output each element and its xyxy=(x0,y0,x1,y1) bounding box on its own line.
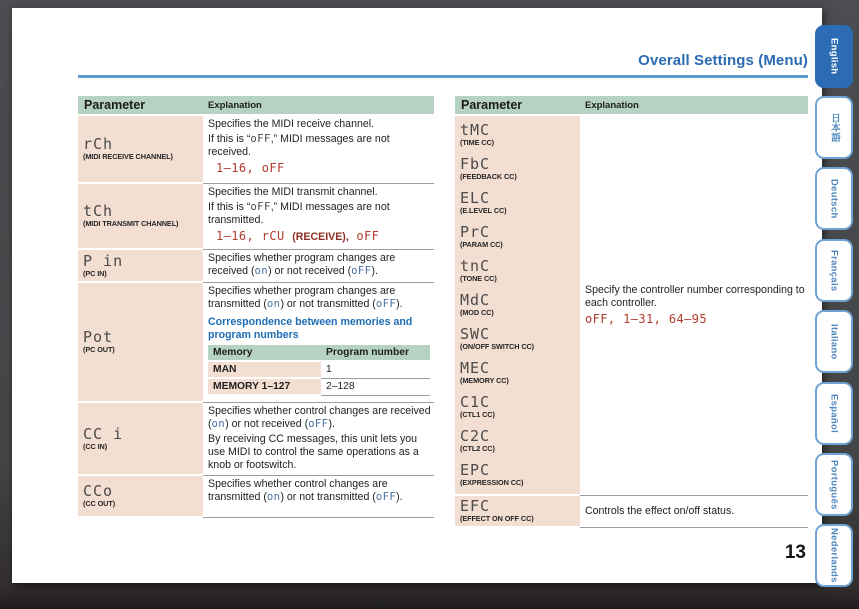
parameter-cell xyxy=(78,476,203,518)
explanation-cell xyxy=(580,116,808,496)
parameter-cell xyxy=(460,118,580,152)
parameter-display: C1C xyxy=(460,393,491,411)
subtable-row xyxy=(208,379,430,396)
parameter-display: rCh xyxy=(83,135,114,153)
parameter-header: Parameter xyxy=(84,98,146,112)
explanation-cell xyxy=(203,476,434,518)
page-number: 13 xyxy=(784,542,806,563)
tab-nederlands[interactable]: Nederlands xyxy=(815,524,853,587)
subtable-header-row xyxy=(208,345,430,362)
explanation-text: By receiving CC messages, this unit lets you use MIDI to control the same operations as a knob or footswitch. xyxy=(208,433,419,471)
parameter-cell xyxy=(460,390,580,424)
explanation-cell xyxy=(203,283,434,403)
explanation-header: Explanation xyxy=(208,100,262,111)
value-range: 1–16, rCU (RECEIVE), oFF xyxy=(216,229,380,243)
parameter-cell xyxy=(455,496,580,528)
parameter-display: EPC xyxy=(460,461,491,479)
parameter-display: P in xyxy=(83,251,124,270)
parameter-name: (E.LEVEL CC) xyxy=(460,206,507,215)
table-row xyxy=(78,116,434,184)
parameter-name: (EFFECT ON OFF CC) xyxy=(460,514,534,523)
parameter-cell xyxy=(460,458,580,492)
parameter-cell xyxy=(78,250,203,283)
title-rule xyxy=(78,75,808,78)
parameter-display: CC i xyxy=(83,424,124,443)
table-row xyxy=(455,496,808,528)
parameter-name: (TIME CC) xyxy=(460,138,494,147)
explanation-text: Controls the effect on/off status. xyxy=(585,504,735,517)
explanation-cell xyxy=(203,184,434,250)
program-number-value: 2–128 xyxy=(321,379,430,396)
parameter-name: (MOD CC) xyxy=(460,308,494,317)
explanation-text: If this is “oFF,” MIDI messages are not transmitted. xyxy=(208,201,390,226)
parameter-name: (CC OUT) xyxy=(83,499,116,508)
explanation-text: Specifies the MIDI transmit channel. xyxy=(208,186,378,198)
content-columns xyxy=(78,96,808,528)
parameter-name: (MEMORY CC) xyxy=(460,376,509,385)
parameter-header: Parameter xyxy=(461,98,523,112)
subtable-row xyxy=(208,362,430,379)
table-row xyxy=(78,283,434,403)
value-range: 1–16, oFF xyxy=(216,161,285,175)
explanation-header: Explanation xyxy=(585,100,639,111)
correspondence-heading: Correspondence between memories and program numbers xyxy=(208,316,413,341)
parameter-display: EFC xyxy=(460,497,491,515)
parameter-name: (ON/OFF SWITCH CC) xyxy=(460,342,534,351)
parameter-group-column xyxy=(455,116,580,496)
parameter-name: (PC OUT) xyxy=(83,345,115,354)
controller-cc-table xyxy=(455,96,808,528)
midi-settings-table xyxy=(78,96,434,518)
explanation-cell xyxy=(203,250,434,283)
parameter-display: MdC xyxy=(460,291,491,309)
page-title: Overall Settings (Menu) xyxy=(638,52,808,69)
memory-value: MEMORY 1–127 xyxy=(208,379,321,396)
explanation-cell xyxy=(203,116,434,184)
explanation-text: Specify the controller number corresponding to each controller. xyxy=(585,283,805,309)
table-header-row xyxy=(455,96,808,116)
parameter-display: tMC xyxy=(460,121,491,139)
parameter-display: ELC xyxy=(460,189,491,207)
parameter-name: (TONE CC) xyxy=(460,274,497,283)
parameter-name: (PC IN) xyxy=(83,268,107,278)
explanation-text: Specifies whether control changes are received (on) or not received (oFF). xyxy=(208,405,431,430)
explanation-text: Specifies whether control changes are transmitted (on) or not transmitted (oFF). xyxy=(208,478,403,503)
memory-program-table xyxy=(208,345,430,396)
parameter-name: (CTL2 CC) xyxy=(460,444,495,453)
parameter-display: PrC xyxy=(460,223,491,241)
tab-espanol[interactable]: Español xyxy=(815,382,853,445)
parameter-display: C2C xyxy=(460,427,491,445)
tab-portugues[interactable]: Português xyxy=(815,453,853,516)
parameter-name: (CTL1 CC) xyxy=(460,410,495,419)
table-row xyxy=(78,403,434,476)
parameter-cell xyxy=(78,283,203,403)
tab-francais[interactable]: Français xyxy=(815,239,853,302)
parameter-cell xyxy=(460,322,580,356)
value-range: oFF, 1–31, 64–95 xyxy=(585,311,707,326)
explanation-text: Specifies whether program changes are transmitted (on) or not transmitted (oFF). xyxy=(208,285,403,310)
parameter-display: CCo xyxy=(83,482,114,500)
parameter-display: MEC xyxy=(460,359,491,377)
parameter-cell xyxy=(460,356,580,390)
memory-value: MAN xyxy=(208,362,321,379)
parameter-cell xyxy=(460,152,580,186)
parameter-display: Pot xyxy=(83,328,114,346)
parameter-display: tnC xyxy=(460,257,491,275)
table-header-row xyxy=(78,96,434,116)
program-number-header: Program number xyxy=(326,347,409,358)
parameter-cell xyxy=(78,116,203,184)
tab-english[interactable]: English xyxy=(815,25,853,88)
grouped-table-row xyxy=(455,116,808,496)
explanation-cell xyxy=(203,403,434,476)
table-row xyxy=(78,250,434,283)
parameter-cell xyxy=(460,254,580,288)
parameter-name: (CC IN) xyxy=(83,441,108,451)
parameter-cell xyxy=(460,186,580,220)
parameter-display: SWC xyxy=(460,325,491,343)
tab-japanese[interactable]: 日本語 xyxy=(815,96,853,159)
parameter-cell xyxy=(78,184,203,250)
parameter-name: (PARAM CC) xyxy=(460,240,503,249)
memory-header: Memory xyxy=(213,347,253,358)
explanation-text: Specifies whether program changes are received (on) or not received (oFF). xyxy=(208,252,396,277)
parameter-display: FbC xyxy=(460,155,491,173)
parameter-cell xyxy=(460,220,580,254)
program-number-value: 1 xyxy=(321,362,430,379)
parameter-name: (MIDI RECEIVE CHANNEL) xyxy=(83,152,173,161)
manual-page xyxy=(12,8,822,583)
parameter-name: (MIDI TRANSMIT CHANNEL) xyxy=(83,219,179,228)
parameter-name: (FEEDBACK CC) xyxy=(460,172,517,181)
parameter-cell xyxy=(78,403,203,476)
table-row xyxy=(78,476,434,518)
tab-deutsch[interactable]: Deutsch xyxy=(815,167,853,230)
tab-italiano[interactable]: Italiano xyxy=(815,310,853,373)
explanation-cell xyxy=(580,496,808,528)
parameter-cell xyxy=(460,288,580,322)
table-row xyxy=(78,184,434,250)
parameter-display: tCh xyxy=(83,202,114,220)
parameter-cell xyxy=(460,424,580,458)
explanation-text: Specifies the MIDI receive channel. xyxy=(208,118,375,130)
parameter-name: (EXPRESSION CC) xyxy=(460,478,524,487)
explanation-text: If this is “oFF,” MIDI messages are not received. xyxy=(208,133,390,158)
